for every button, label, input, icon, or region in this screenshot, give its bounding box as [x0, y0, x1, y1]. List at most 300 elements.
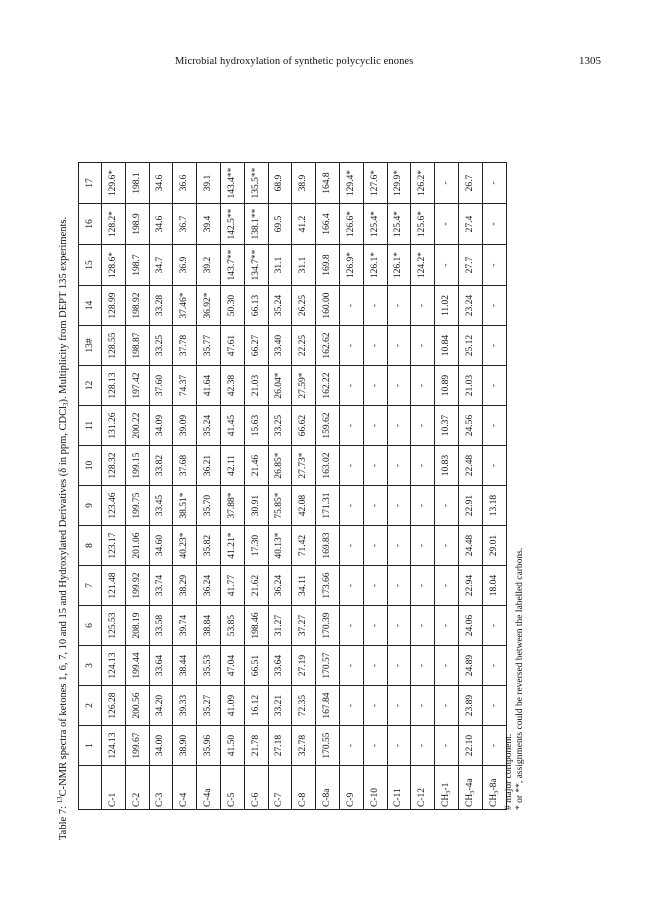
nmr-data-table — [78, 162, 507, 810]
table-cell: 31.1 — [268, 245, 292, 286]
table-cell: 17.30 — [244, 526, 268, 566]
column-header: 3 — [79, 646, 102, 686]
table-cell: 128.13 — [102, 366, 126, 406]
table-cell: 47.61 — [220, 326, 244, 366]
table-cell: 30.91 — [244, 486, 268, 526]
table-cell: 36.21 — [197, 446, 221, 486]
column-header: 13# — [79, 326, 102, 366]
table-cell: 39.33 — [173, 686, 197, 726]
table-cell: 124.13 — [102, 726, 126, 766]
table-cell: 66.27 — [244, 326, 268, 366]
table-cell: 10.84 — [435, 326, 459, 366]
table-cell: 50.30 — [220, 286, 244, 326]
table-row — [244, 163, 268, 810]
footnote-assignments: * or **, assignments could be reversed between the labelled carbons. — [515, 547, 525, 810]
table-header-row — [79, 163, 102, 810]
table-cell: - — [339, 446, 363, 486]
table-cell: 129.9* — [387, 163, 411, 204]
footnote-major-component: # major component. — [504, 733, 514, 810]
table-row — [411, 163, 435, 810]
table-cell: - — [387, 286, 411, 326]
table-cell: - — [339, 686, 363, 726]
table-cell: 126.1* — [387, 245, 411, 286]
row-label — [458, 766, 482, 810]
table-cell: 36.6 — [173, 163, 197, 204]
table-cell: 25.12 — [458, 326, 482, 366]
table-cell: - — [339, 406, 363, 446]
table-cell: - — [363, 726, 387, 766]
table-cell: 35.77 — [197, 326, 221, 366]
table-cell: 173.66 — [316, 566, 340, 606]
table-cell: 169.83 — [316, 526, 340, 566]
table-cell: 123.17 — [102, 526, 126, 566]
table-cell: 38.9 — [292, 163, 316, 204]
table-cell: - — [387, 366, 411, 406]
table-cell: 15.63 — [244, 406, 268, 446]
table-cell: 199.15 — [125, 446, 149, 486]
row-label: C-2 — [125, 766, 149, 810]
table-cell: 36.7 — [173, 204, 197, 245]
table-cell: - — [363, 646, 387, 686]
row-label-sub: 3 — [445, 790, 453, 794]
table-cell: - — [435, 245, 459, 286]
table-cell: 27.19 — [292, 646, 316, 686]
table-row — [149, 163, 173, 810]
table-cell: 198.1 — [125, 163, 149, 204]
row-label-main: CH — [441, 793, 452, 807]
column-header: 14 — [79, 286, 102, 326]
table-cell: 125.6* — [411, 204, 435, 245]
table-row — [102, 163, 126, 810]
row-label: C-4 — [173, 766, 197, 810]
table-cell: 21.46 — [244, 446, 268, 486]
row-label: C-6 — [244, 766, 268, 810]
table-cell: 166.4 — [316, 204, 340, 245]
table-cell: 135.5** — [244, 163, 268, 204]
table-cell: 198.7 — [125, 245, 149, 286]
table-cell: 41.77 — [220, 566, 244, 606]
table-cell: - — [411, 326, 435, 366]
table-cell: 129.4* — [339, 163, 363, 204]
table-cell: 170.39 — [316, 606, 340, 646]
table-cell: 31.27 — [268, 606, 292, 646]
column-header: 9 — [79, 486, 102, 526]
table-cell: - — [363, 606, 387, 646]
table-cell: 126.1* — [363, 245, 387, 286]
column-header: 16 — [79, 204, 102, 245]
table-cell: - — [482, 686, 506, 726]
table-cell: 37.88* — [220, 486, 244, 526]
table-cell: 33.25 — [149, 326, 173, 366]
footnotes — [504, 548, 526, 810]
table-cell: 27.4 — [458, 204, 482, 245]
table-row — [125, 163, 149, 810]
table-cell: 13.18 — [482, 486, 506, 526]
table-cell: 170.57 — [316, 646, 340, 686]
table-cell: - — [482, 204, 506, 245]
table-cell: 33.40 — [268, 326, 292, 366]
table-cell: 27.73* — [292, 446, 316, 486]
table-cell: - — [411, 446, 435, 486]
column-header: 6 — [79, 606, 102, 646]
row-label-sub: 3 — [492, 790, 500, 794]
row-label: C-8 — [292, 766, 316, 810]
table-cell: 21.62 — [244, 566, 268, 606]
table-cell: 22.94 — [458, 566, 482, 606]
table-row — [173, 163, 197, 810]
row-label: C-5 — [220, 766, 244, 810]
table-cell: 142.5** — [220, 204, 244, 245]
table-cell: 10.89 — [435, 366, 459, 406]
table-cell: - — [435, 526, 459, 566]
table-cell: 33.64 — [268, 646, 292, 686]
table-cell: 34.7 — [149, 245, 173, 286]
table-cell: 127.6* — [363, 163, 387, 204]
column-header: 7 — [79, 566, 102, 606]
caption-prefix: Table 7: — [58, 803, 69, 840]
table-cell: 31.1 — [292, 245, 316, 286]
table-cell: - — [387, 566, 411, 606]
table-cell: 128.2* — [102, 204, 126, 245]
table-cell: 24.48 — [458, 526, 482, 566]
table-cell: - — [387, 686, 411, 726]
table-cell: 66.13 — [244, 286, 268, 326]
table-cell: - — [482, 366, 506, 406]
table-cell: - — [482, 406, 506, 446]
column-header: 8 — [79, 526, 102, 566]
table-cell: - — [435, 686, 459, 726]
table-cell: 21.03 — [458, 366, 482, 406]
table-cell: 121.48 — [102, 566, 126, 606]
column-header: 11 — [79, 406, 102, 446]
table-cell: 199.67 — [125, 726, 149, 766]
table-cell: 126.9* — [339, 245, 363, 286]
table-cell: 41.50 — [220, 726, 244, 766]
table-cell: - — [435, 606, 459, 646]
table-cell: 34.09 — [149, 406, 173, 446]
table-cell: - — [435, 566, 459, 606]
table-cell: - — [363, 446, 387, 486]
caption-sub: 3 — [62, 402, 70, 406]
row-label: C-12 — [411, 766, 435, 810]
table-cell: 34.00 — [149, 726, 173, 766]
table-cell: 22.91 — [458, 486, 482, 526]
table-cell: - — [411, 726, 435, 766]
row-label: C-11 — [387, 766, 411, 810]
table-cell: 125.4* — [363, 204, 387, 245]
table-cell: 34.11 — [292, 566, 316, 606]
table-cell: 41.09 — [220, 686, 244, 726]
table-cell: 35.24 — [268, 286, 292, 326]
table-cell: - — [411, 366, 435, 406]
table-cell: 26.04* — [268, 366, 292, 406]
table-cell: 29.01 — [482, 526, 506, 566]
table-cell: 38.29 — [173, 566, 197, 606]
row-label: C-3 — [149, 766, 173, 810]
table-cell: 33.64 — [149, 646, 173, 686]
table-cell: 37.27 — [292, 606, 316, 646]
page-number: 1305 — [579, 55, 601, 67]
table-cell: 201.06 — [125, 526, 149, 566]
table-cell: - — [339, 646, 363, 686]
table-cell: - — [411, 286, 435, 326]
row-label-tail: -1 — [441, 782, 452, 791]
table-cell: 199.44 — [125, 646, 149, 686]
row-label: C-7 — [268, 766, 292, 810]
table-cell: - — [482, 646, 506, 686]
table-caption — [58, 217, 70, 840]
table-cell: 34.20 — [149, 686, 173, 726]
table-cell: - — [411, 566, 435, 606]
table-cell: 24.89 — [458, 646, 482, 686]
table-row — [458, 163, 482, 810]
table-cell: 47.04 — [220, 646, 244, 686]
table-cell: 128.99 — [102, 286, 126, 326]
table-cell: 36.24 — [268, 566, 292, 606]
table-cell: 125.53 — [102, 606, 126, 646]
table-row — [339, 163, 363, 810]
table-cell: 33.28 — [149, 286, 173, 326]
table-cell: 35.70 — [197, 486, 221, 526]
table-cell: 22.48 — [458, 446, 482, 486]
table-cell: - — [482, 245, 506, 286]
table-cell: 199.92 — [125, 566, 149, 606]
table-cell: - — [435, 646, 459, 686]
table-cell: - — [363, 406, 387, 446]
column-header: 12 — [79, 366, 102, 406]
table-cell: 198.9 — [125, 204, 149, 245]
table-cell: - — [411, 646, 435, 686]
row-label: C-4a — [197, 766, 221, 810]
column-header: 10 — [79, 446, 102, 486]
table-cell: 33.21 — [268, 686, 292, 726]
table-cell: - — [411, 606, 435, 646]
table-cell: 131.26 — [102, 406, 126, 446]
table-cell: - — [339, 486, 363, 526]
table-cell: 33.74 — [149, 566, 173, 606]
table-cell: - — [411, 686, 435, 726]
table-cell: - — [363, 526, 387, 566]
table-cell: - — [482, 726, 506, 766]
table-row — [197, 163, 221, 810]
table-cell: 72.35 — [292, 686, 316, 726]
table-cell: - — [339, 286, 363, 326]
table-row — [482, 163, 506, 810]
table-cell: 41.45 — [220, 406, 244, 446]
table-cell: 21.03 — [244, 366, 268, 406]
table-cell: 38.44 — [173, 646, 197, 686]
row-label — [435, 766, 459, 810]
table-cell: - — [482, 286, 506, 326]
row-label — [482, 766, 506, 810]
table-cell: 124.2* — [411, 245, 435, 286]
table-cell: - — [339, 366, 363, 406]
table-cell: 169.8 — [316, 245, 340, 286]
table-cell: 33.45 — [149, 486, 173, 526]
table-cell: 33.82 — [149, 446, 173, 486]
table-cell: 162.22 — [316, 366, 340, 406]
table-body — [102, 163, 507, 810]
caption-sup: 13 — [56, 796, 64, 804]
table-cell: 35.27 — [197, 686, 221, 726]
table-row — [387, 163, 411, 810]
table-cell: 138.1** — [244, 204, 268, 245]
table-cell: 39.74 — [173, 606, 197, 646]
table-cell: 71.42 — [292, 526, 316, 566]
table-cell: 36.92* — [197, 286, 221, 326]
table-cell: 38.51* — [173, 486, 197, 526]
table-cell: - — [482, 446, 506, 486]
table-cell: 126.28 — [102, 686, 126, 726]
table-cell: 198.92 — [125, 286, 149, 326]
table-cell: - — [435, 486, 459, 526]
table-cell: 34.6 — [149, 163, 173, 204]
table-row — [363, 163, 387, 810]
table-cell: - — [387, 486, 411, 526]
table-cell: 33.25 — [268, 406, 292, 446]
table-cell: 23.89 — [458, 686, 482, 726]
table-cell: 35.24 — [197, 406, 221, 446]
table-cell: 128.6* — [102, 245, 126, 286]
table-cell: 27.18 — [268, 726, 292, 766]
table-cell: 200.56 — [125, 686, 149, 726]
table-cell: 37.60 — [149, 366, 173, 406]
table-cell: 167.84 — [316, 686, 340, 726]
table-cell: 40.13* — [268, 526, 292, 566]
table-cell: - — [482, 326, 506, 366]
table-cell: - — [363, 566, 387, 606]
table-cell: 143.4** — [220, 163, 244, 204]
column-header-label — [79, 766, 102, 810]
table-cell: 200.22 — [125, 406, 149, 446]
table-cell: 35.96 — [197, 726, 221, 766]
table-cell: 162.62 — [316, 326, 340, 366]
table-cell: 11.02 — [435, 286, 459, 326]
table-cell: 124.13 — [102, 646, 126, 686]
table-cell: 125.4* — [387, 204, 411, 245]
table-cell: 198.46 — [244, 606, 268, 646]
table-cell: 26.25 — [292, 286, 316, 326]
table-cell: 75.85* — [268, 486, 292, 526]
table-cell: 171.31 — [316, 486, 340, 526]
table-cell: - — [339, 326, 363, 366]
table-cell: 40.23* — [173, 526, 197, 566]
table-cell: 197.42 — [125, 366, 149, 406]
table-cell: - — [387, 646, 411, 686]
column-header: 17 — [79, 163, 102, 204]
column-header: 15 — [79, 245, 102, 286]
row-label-main: CH — [488, 793, 499, 807]
table-cell: 22.10 — [458, 726, 482, 766]
table-cell: 129.6* — [102, 163, 126, 204]
table-cell: 37.46* — [173, 286, 197, 326]
row-label: C-9 — [339, 766, 363, 810]
table-row — [316, 163, 340, 810]
table-cell: 42.11 — [220, 446, 244, 486]
table-cell: 35.82 — [197, 526, 221, 566]
table-cell: - — [435, 726, 459, 766]
table-cell: 170.55 — [316, 726, 340, 766]
table-cell: 199.75 — [125, 486, 149, 526]
column-header: 1 — [79, 726, 102, 766]
table-cell: 208.19 — [125, 606, 149, 646]
table-cell: 34.6 — [149, 204, 173, 245]
table-cell: - — [339, 606, 363, 646]
table-cell: 126.2* — [411, 163, 435, 204]
row-label: C-1 — [102, 766, 126, 810]
table-row — [268, 163, 292, 810]
table-cell: - — [387, 406, 411, 446]
table-cell: 39.4 — [197, 204, 221, 245]
table-cell: 164.8 — [316, 163, 340, 204]
table-cell: 198.87 — [125, 326, 149, 366]
row-label-tail: -8a — [488, 778, 499, 791]
table-cell: - — [482, 163, 506, 204]
table-cell: 10.83 — [435, 446, 459, 486]
table-cell: - — [411, 486, 435, 526]
table-cell: - — [363, 286, 387, 326]
rotated-table-block — [58, 80, 528, 840]
running-head: Microbial hydroxylation of synthetic polycyclic enones — [175, 56, 414, 67]
table-cell: - — [339, 526, 363, 566]
row-label: C-10 — [363, 766, 387, 810]
table-cell: - — [363, 686, 387, 726]
table-cell: 39.2 — [197, 245, 221, 286]
table-row — [220, 163, 244, 810]
row-label-main: CH — [464, 793, 475, 807]
table-cell: 35.53 — [197, 646, 221, 686]
table-cell: 16.12 — [244, 686, 268, 726]
row-label: C-8a — [316, 766, 340, 810]
table-cell: 36.24 — [197, 566, 221, 606]
table-cell: 39.09 — [173, 406, 197, 446]
table-cell: - — [411, 526, 435, 566]
table-cell: 126.6* — [339, 204, 363, 245]
table-cell: 53.85 — [220, 606, 244, 646]
table-cell: 24.56 — [458, 406, 482, 446]
table-cell: 123.46 — [102, 486, 126, 526]
table-cell: 21.78 — [244, 726, 268, 766]
table-cell: 34.60 — [149, 526, 173, 566]
table-row — [435, 163, 459, 810]
table-row — [292, 163, 316, 810]
table-cell: 38.90 — [173, 726, 197, 766]
table-cell: 66.62 — [292, 406, 316, 446]
table-cell: 74.37 — [173, 366, 197, 406]
table-cell: - — [387, 446, 411, 486]
table-cell: - — [363, 486, 387, 526]
table-cell: 37.68 — [173, 446, 197, 486]
table-cell: 134.7** — [244, 245, 268, 286]
table-cell: 160.00 — [316, 286, 340, 326]
caption-mid2: ). Multiplicity from DEPT 135 experiments. — [58, 216, 69, 403]
table-cell: 41.2 — [292, 204, 316, 245]
table-cell: 32.78 — [292, 726, 316, 766]
table-cell: - — [363, 366, 387, 406]
table-cell: 24.06 — [458, 606, 482, 646]
table-cell: 23.24 — [458, 286, 482, 326]
row-label-sub: 3 — [468, 790, 476, 794]
table-cell: 143.7** — [220, 245, 244, 286]
table-cell: 42.38 — [220, 366, 244, 406]
table-cell: 38.84 — [197, 606, 221, 646]
table-cell: 128.55 — [102, 326, 126, 366]
table-cell: 26.85* — [268, 446, 292, 486]
table-cell: - — [435, 204, 459, 245]
table-cell: 41.21* — [220, 526, 244, 566]
table-cell: 27.59* — [292, 366, 316, 406]
row-label-tail: -4a — [464, 778, 475, 791]
